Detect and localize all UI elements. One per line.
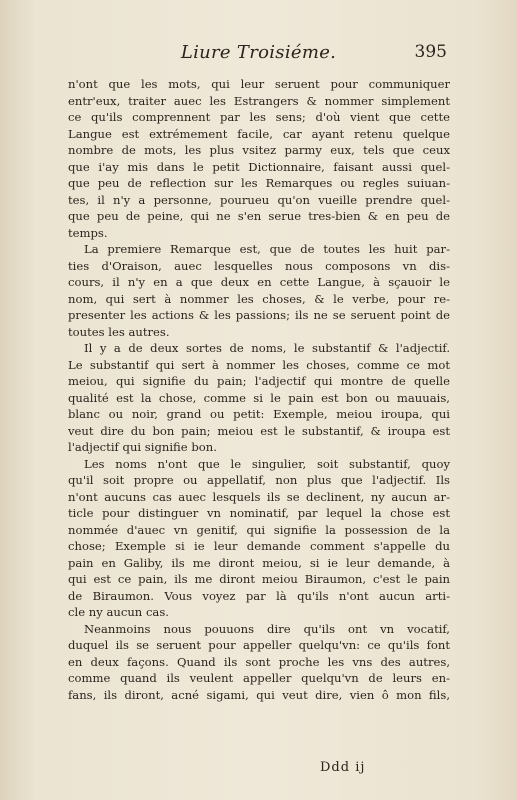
body-text: [68, 76, 450, 703]
text-line: nombre de mots, les plus vsitez parmy eux, tels que ceux: [68, 143, 450, 157]
text-line: qui est ce pain, ils me diront meiou Biraumon, c'est le pain: [68, 572, 450, 586]
text-line: toutes les autres.: [68, 324, 170, 339]
text-line: temps.: [68, 225, 108, 240]
text-line: ticle pour distinguer vn nominatif, par lequel la chose est: [68, 506, 450, 520]
text-line: nommée d'auec vn genitif, qui signifie la possession de la: [68, 522, 450, 537]
text-line: l'adjectif qui signifie bon.: [68, 440, 217, 454]
text-line: n'ont aucuns cas auec lesquels ils se declinent, ny aucun ar-: [68, 489, 450, 504]
text-line: chose; Exemple si ie leur demande comment s'appelle du: [68, 539, 450, 553]
text-line: n'ont que les mots, qui leur seruent pour communiquer: [68, 77, 450, 91]
text-line: Le substantif qui sert à nommer les choses, comme ce mot: [68, 357, 450, 372]
text-line: en deux façons. Quand ils sont proche les vns des autres,: [68, 654, 450, 669]
signature-mark: Ddd ij: [320, 760, 366, 775]
text-line: blanc ou noir, grand ou petit: Exemple, meiou iroupa, qui: [68, 407, 450, 421]
text-line: Neanmoins nous pouuons dire qu'ils ont vn vocatif,: [84, 621, 450, 636]
text-line: cle ny aucun cas.: [68, 605, 169, 619]
text-line: nom, qui sert à nommer les choses, & le verbe, pour re-: [68, 291, 450, 306]
text-line: meiou, qui signifie du pain; l'adjectif qui montre de quelle: [68, 374, 450, 388]
text-line: Il y a de deux sortes de noms, le substantif & l'adjectif.: [84, 341, 450, 355]
text-line: que peu de peine, qui ne s'en serue tres-bien & en peu de: [68, 209, 450, 223]
text-line: tes, il n'y a personne, pourueu qu'on vueille prendre quel-: [68, 192, 450, 207]
text-line: entr'eux, traiter auec les Estrangers & nommer simplement: [68, 93, 450, 108]
text-line: qu'il soit propre ou appellatif, non plus que l'adjectif. Ils: [68, 473, 450, 487]
text-line: comme quand ils veulent appeller quelqu'vn de leurs en-: [68, 671, 450, 685]
text-line: ce qu'ils comprennent par les sens; d'où vient que cette: [68, 110, 450, 124]
text-line: pain en Galiby, ils me diront meiou, si ie leur demande, à: [68, 555, 450, 570]
text-line: ties d'Oraison, auec lesquelles nous composons vn dis-: [68, 258, 450, 273]
text-line: cours, il n'y en a que deux en cette Langue, à sçauoir le: [68, 275, 450, 289]
page-header: [0, 42, 517, 68]
text-line: La premiere Remarque est, que de toutes les huit par-: [84, 242, 450, 256]
text-line: presenter les actions & les passions; ils ne se seruent point de: [68, 308, 450, 322]
page-number: 395: [414, 42, 447, 62]
running-title: Liure Troisiéme.: [180, 42, 337, 63]
text-line: duquel ils se seruent pour appeller quelqu'vn: ce qu'ils font: [68, 638, 450, 652]
text-line: Langue est extrémement facile, car ayant retenu quelque: [68, 126, 450, 141]
text-line: que peu de reflection sur les Remarques ou regles suiuan-: [68, 176, 450, 190]
text-line: de Biraumon. Vous voyez par là qu'ils n'ont aucun arti-: [68, 588, 450, 603]
text-line: qualité est la chose, comme si le pain est bon ou mauuais,: [68, 390, 450, 405]
text-line: veut dire du bon pain; meiou est le substantif, & iroupa est: [68, 423, 450, 438]
text-line: fans, ils diront, acné sigami, qui veut dire, vien ô mon fils,: [68, 687, 450, 702]
text-line: que i'ay mis dans le petit Dictionnaire, faisant aussi quel-: [68, 159, 450, 174]
text-line: Les noms n'ont que le singulier, soit substantif, quoy: [84, 456, 450, 471]
